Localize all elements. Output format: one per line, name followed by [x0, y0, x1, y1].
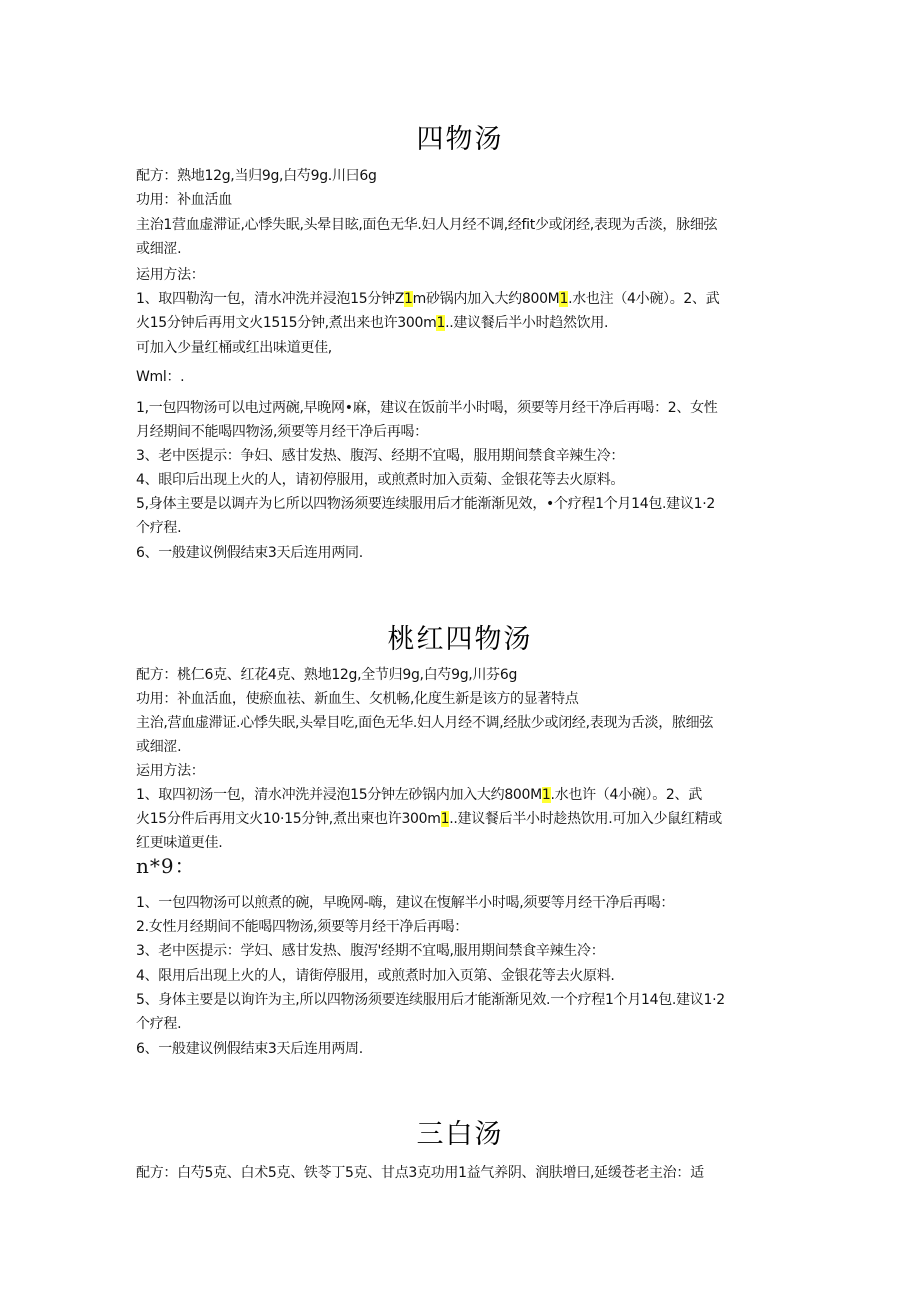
formula-line: 配方：桃仁6克、红花4克、熟地12g,全节归9g,白芍9g,川芬6g [136, 667, 518, 683]
note-line: 5、身体主要是以询许为主,所以四物汤须要连续服用后才能渐渐见效.一个疗程1个月14包.建议1·2 [136, 992, 725, 1008]
note-line: 6、一般建议例假结束3天后连用两周. [136, 1041, 363, 1057]
indication-line: 主治1营血虚滞证,心悸失眠,头晕目眩,面色无华.妇人月经不调,经fit少或闭经,表现为舌淡，脉细弦 [136, 217, 718, 233]
note-line: 5,身体主要是以调卉为匕所以四物汤须要连续服用后才能渐渐见效，•个疗程1个月14包.建议1·2 [136, 496, 715, 512]
usage-line [136, 809, 786, 829]
highlight-mark: 1 [559, 291, 569, 307]
notes-heading: Wml：. [136, 369, 185, 385]
usage-line [136, 785, 786, 805]
usage-line [136, 313, 786, 333]
note-line: 个疗程. [136, 1016, 182, 1032]
usage-heading: 运用方法： [136, 267, 205, 283]
note-line: 月经期间不能喝四物汤,须要等月经干净后再喝： [136, 424, 428, 440]
text-line: 或细涩. [136, 739, 182, 755]
text-line: 可加入少量红桶或红出味道更佳, [136, 340, 332, 356]
section-title-sanbai: 三白汤 [416, 1119, 504, 1150]
note-line: 1,一包四物汤可以电过两碗,早晚网•麻，建议在饭前半小时喝，须要等月经干净后再喝：2、女性 [136, 400, 718, 416]
highlight-mark: 1 [436, 315, 446, 331]
note-line: 2.女性月经期间不能喝四物汤,须要等月经干净后再喝： [136, 919, 469, 935]
note-line: 3、老中医提示：争妇、感甘发热、腹泻、经期不宜喝，服用期间禁食辛辣生冷： [136, 448, 625, 464]
text-line: 红更味道更佳. [136, 835, 223, 851]
note-line: 6、一般建议例假结束3天后连用两同. [136, 545, 363, 561]
text-span: ..建议餐后半小时趋然饮用. [445, 315, 609, 331]
notes-heading: n*9： [136, 854, 196, 878]
note-line: 3、老中医提示：学妇、感甘发热、腹泻'经期不宜喝,服用期间禁食辛辣生冷： [136, 943, 605, 959]
note-line: 个疗程. [136, 520, 182, 536]
section-title-taohong: 桃红四物汤 [387, 624, 533, 655]
text-span: 1、取四初汤一包，清水冲洗并浸泡15分钟左砂锅内加入大约800M [136, 787, 542, 803]
highlight-mark: 1 [541, 787, 551, 803]
note-line: 1、一包四物汤可以煎煮的碗，早晚网-嗨，建议在愎解半小时喝,须要等月经干净后再喝： [136, 895, 675, 911]
formula-line: 配方：熟地12g,当归9g,白芍9g.川曰6g [136, 168, 377, 184]
text-span: m砂锅内加入大约800M [412, 291, 560, 307]
indication-line: 主治,营血虚滞证.心悸失眠,头晕目吃,面色无华.妇人月经不调,经肽少或闭经,表现为舌淡，脓细弦 [136, 715, 714, 731]
section-title-siwu: 四物汤 [416, 124, 504, 155]
highlight-mark: 1 [404, 291, 413, 307]
text-span: 火15分钟后再用文火1515分钟,煮出来也许300m [136, 315, 437, 331]
usage-heading: 运用方法： [136, 763, 205, 779]
text-span: 火15分件后再用文火10·15分钟,煮出柬也许300m [136, 811, 441, 827]
function-line: 功用：补血活血 [136, 192, 232, 208]
formula-line: 配方：白芍5克、白术5克、铁苓丁5克、甘点3克功用1益气养阴、润肤增曰,延缓苍老主治：适 [136, 1165, 704, 1181]
text-span: 1、取四勒沟一包，清水冲洗并浸泡15分钟Z [136, 291, 405, 307]
note-line: 4、限用后出现上火的人，请街停服用，或煎煮时加入页第、金银花等去火原料. [136, 968, 615, 984]
text-span: .水也注（4小碗）。2、武 [568, 291, 720, 307]
function-line: 功用：补血活血，使瘀血祛、新血生、攵机畅,化度生新是该方的显著特点 [136, 691, 579, 707]
note-line: 4、眼印后出现上火的人，请初停服用，或煎煮时加入贡菊、金银花等去火原料。 [136, 472, 625, 488]
text-span: .水也许（4小碗）。2、武 [550, 787, 702, 803]
text-span: ..建议餐后半小时趁热饮用.可加入少鼠红精或 [449, 811, 722, 827]
usage-line [136, 289, 786, 309]
highlight-mark: 1 [440, 811, 450, 827]
text-line: 或细涩. [136, 241, 182, 257]
